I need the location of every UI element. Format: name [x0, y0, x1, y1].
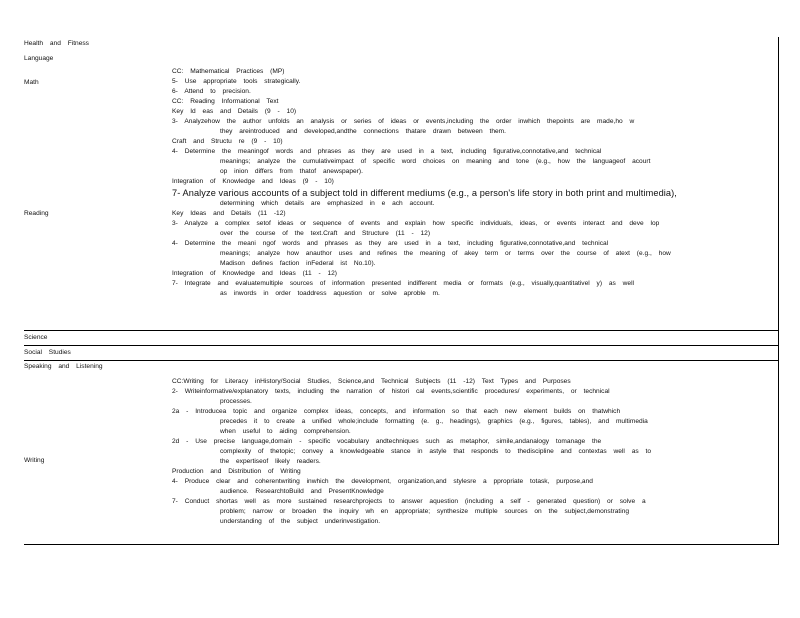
subject-column — [24, 37, 172, 67]
reading-standards — [172, 97, 778, 330]
science-standards — [172, 331, 778, 345]
subject-social-studies: Social Studies — [24, 349, 71, 356]
reading-line: 3- Analyze a complex setof ideas or sequence of events and explain how specific individuals, ideas, or events interact and deve lop — [172, 220, 660, 227]
writing-line: CC:Writing for Literacy inHistory/Social Studies, Science,and Technical Subjects (11 -12) Text Types and Purposes — [172, 378, 571, 385]
reading-line: determining which details are emphasized in e ach account. — [220, 200, 435, 207]
speaking-standards — [172, 361, 778, 373]
writing-line: 2d - Use precise language,domain - specific vocabulary andtechniques such as metaphor, simile,andanalogy tomanage the — [172, 438, 602, 445]
row-reading — [24, 97, 778, 331]
writing-line: 2a - Introducea topic and organize complex ideas, concepts, and information so that each new element builds on thatwhich — [172, 408, 621, 415]
writing-line: audience. ResearchtoBuild and PresentKnowledge — [220, 488, 384, 495]
row-health-language — [24, 37, 778, 67]
subject-speaking-listening: Speaking and Listening — [24, 363, 103, 370]
reading-line: they areintroduced and developed,andthe connections thatare drawn between them. — [220, 128, 506, 135]
writing-line: when useful to aiding comprehension. — [220, 428, 351, 435]
subject-health-fitness: Health and Fitness — [24, 40, 89, 47]
row-science — [24, 331, 778, 346]
reading-line: Madison defines faction inFederal ist No.10). — [220, 260, 376, 267]
row-math — [24, 67, 778, 97]
writing-line: the expertiseof likely readers. — [220, 458, 321, 465]
row-speaking-listening — [24, 361, 778, 373]
writing-line: processes. — [220, 398, 252, 405]
writing-line: problem; narrow or broaden the inquiry wh en appropriate; synthesize multiple sources on the subject,demonstrating — [220, 508, 630, 515]
standards-table — [24, 37, 779, 545]
subject-language: Language — [24, 55, 54, 62]
reading-line: op inion differs from thatof anewspaper). — [220, 168, 363, 175]
writing-line: complexity of thetopic; convey a knowledgeable stance in astyle that responds to thediscipline and contextas well as to — [220, 448, 652, 455]
reading-line: 4- Determine the meani ngof words and phrases as they are used in a text, including figurative,connotative,and technical — [172, 240, 609, 247]
content-column — [172, 37, 778, 67]
reading-line: 3- Analyzehow the author unfolds an analysis or series of ideas or events,including the order inwhich thepoints are made,ho w — [172, 118, 635, 125]
writing-line: Production and Distribution of Writing — [172, 468, 301, 475]
math-line: 6- Attend to precision. — [172, 88, 251, 95]
reading-line: Integration of Knowledge and Ideas (9 - 10) — [172, 178, 334, 185]
reading-line: Key Id eas and Details (9 - 10) — [172, 108, 297, 115]
writing-line: 2- Writeinformative/explanatory texts, including the narration of histori cal events,scientific procedures/ experiments, or technical — [172, 388, 610, 395]
writing-line: 4- Produce clear and coherentwriting inwhich the development, organization,and stylesre a ppropriate totask, purpose,and — [172, 478, 593, 485]
math-line: CC: Mathematical Practices (MP) — [172, 68, 285, 75]
subject-writing: Writing — [24, 456, 45, 464]
reading-line: 7- Integrate and evaluatemultiple sources of information presented indifferent media or formats (e.g., visually,quantitativel y) as well — [172, 280, 635, 287]
social-studies-standards — [172, 346, 778, 360]
subject-science: Science — [24, 334, 48, 341]
row-writing — [24, 373, 778, 545]
math-standards — [172, 67, 778, 97]
writing-line: understanding of the subject underinvestigation. — [220, 518, 381, 525]
reading-line: Integration of Knowledge and Ideas (11 - 12) — [172, 270, 338, 277]
reading-line: Craft and Structu re (9 - 10) — [172, 138, 283, 145]
row-social-studies — [24, 346, 778, 361]
reading-line-highlight: 7- Analyze various accounts of a subject told in different mediums (e.g., a person's life story in both print and multimedia), — [172, 188, 677, 198]
subject-reading: Reading — [24, 209, 49, 217]
reading-line: meanings; analyze how anauthor uses and refines the meaning of akey term or terms over the course of atext (e.g., how — [220, 250, 671, 257]
reading-line: 4- Determine the meaningof words and phrases as they are used in a text, including figurative,connotative,and technical — [172, 148, 602, 155]
reading-line: Key Ideas and Details (11 -12) — [172, 210, 286, 217]
writing-line: precedes it to create a unified whole;include formatting (e. g., headings), graphics (e.g., figures, tables), and multimedia — [220, 418, 648, 425]
reading-line: CC: Reading Informational Text — [172, 98, 279, 105]
reading-line: meanings; analyze the cumulativeimpact of specific word choices on meaning and tone (e.g., how the languageof acourt — [220, 158, 651, 165]
writing-line: 7- Conduct shortas well as more sustained researchprojects to answer aquestion (including a self - generated question) or solve a — [172, 498, 646, 505]
subject-math: Math — [24, 79, 39, 86]
writing-standards — [172, 377, 778, 544]
math-line: 5- Use appropriate tools strategically. — [172, 78, 301, 85]
reading-line: as inwords in order toaddress aquestion or solve aproble m. — [220, 290, 440, 297]
reading-line: over the course of the text.Craft and Structure (11 - 12) — [220, 230, 431, 237]
